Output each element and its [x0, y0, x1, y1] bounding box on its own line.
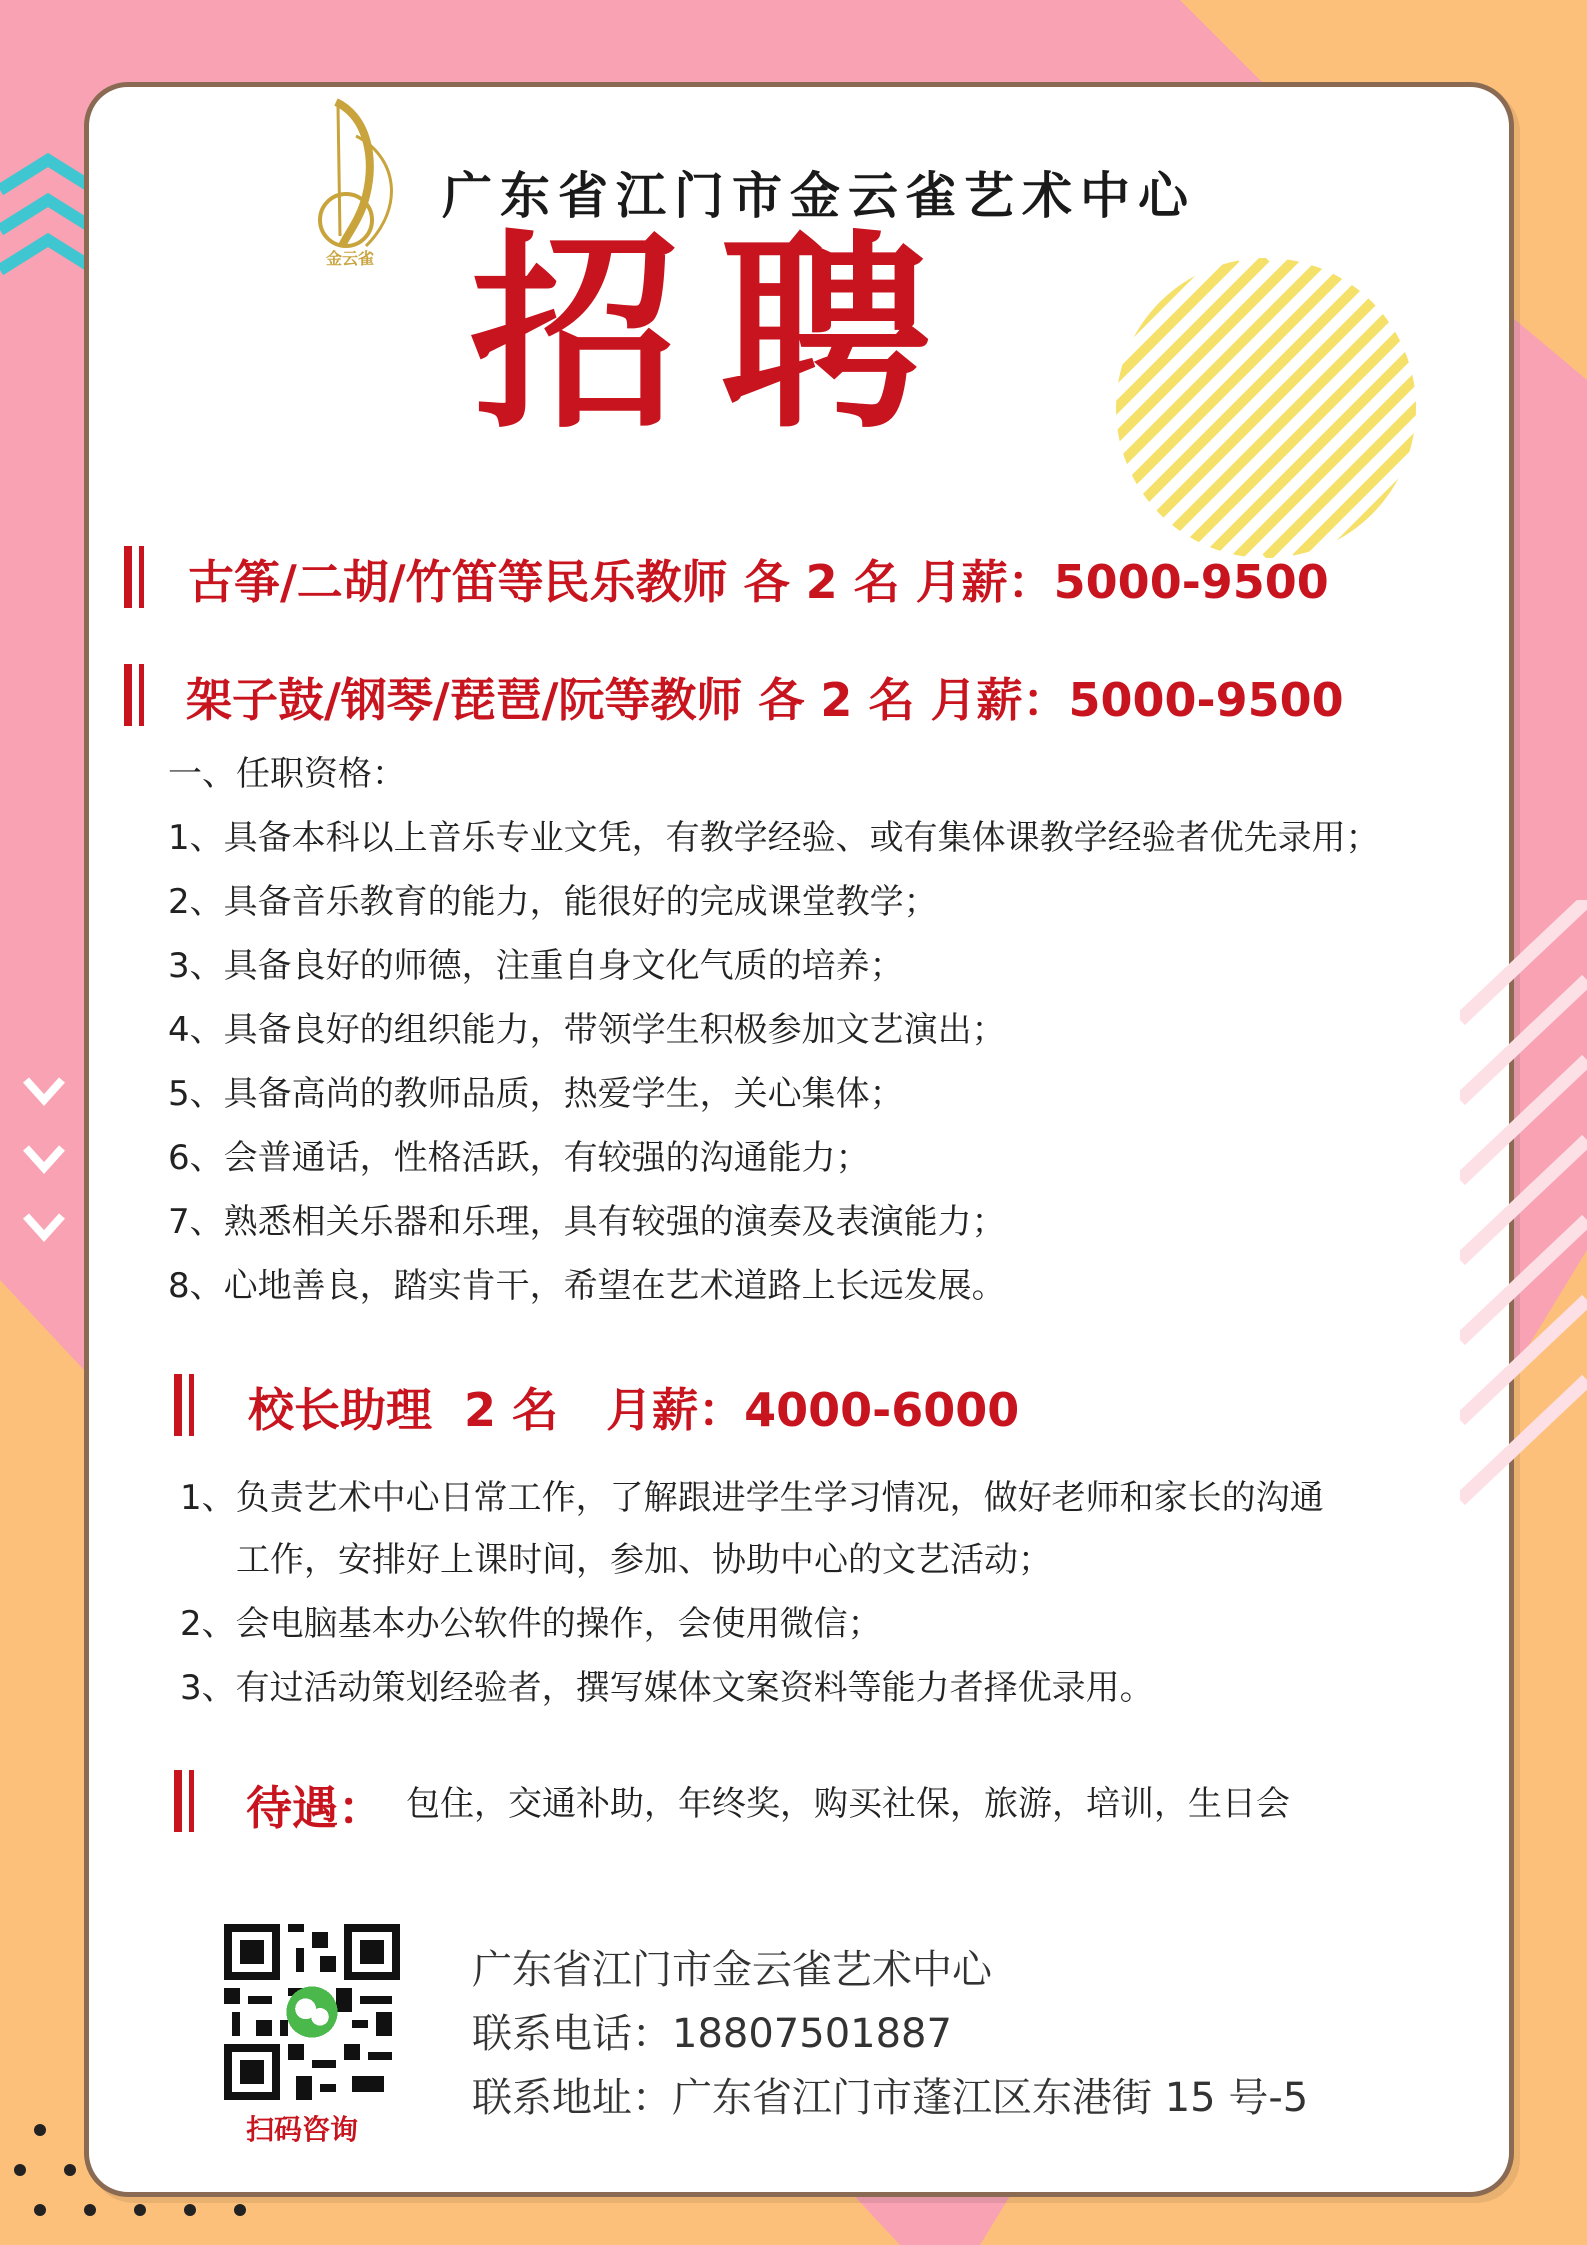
benefits-text: 包住，交通补助，年终奖，购买社保，旅游，培训，生日会 [406, 1784, 1290, 1824]
list-item: 1、具备本科以上音乐专业文凭，有教学经验、或有集体课教学经验者优先录用； [168, 818, 1380, 858]
list-item: 2、具备音乐教育的能力，能很好的完成课堂教学； [168, 882, 938, 922]
benefits-label: 待遇： [246, 1781, 384, 1835]
list-item: 4、具备良好的组织能力，带领学生积极参加文艺演出； [168, 1010, 1006, 1050]
list-item: 5、具备高尚的教师品质，热爱学生，关心集体； [168, 1074, 904, 1114]
striped-circle-decoration [1116, 258, 1416, 558]
list-item: 2、会电脑基本办公软件的操作，会使用微信； [180, 1604, 882, 1644]
contact-name: 广东省江门市金云雀艺术中心 [472, 1947, 992, 1993]
logo-text: 金云雀 [326, 249, 375, 268]
org-title: 广东省江门市金云雀艺术中心 [442, 167, 1196, 225]
position-heading-1: 古筝/二胡/竹笛等民乐教师 各 2 名 月薪：5000-9500 [188, 555, 1329, 609]
heading-bar [174, 1770, 194, 1832]
assistant-heading: 校长助理 2 名 月薪：4000-6000 [248, 1383, 1020, 1437]
page-title: 招聘 [470, 212, 971, 457]
position-heading-2: 架子鼓/钢琴/琵琶/阮等教师 各 2 名 月薪：5000-9500 [186, 673, 1344, 727]
heading-bar [124, 664, 144, 726]
requirements-heading: 一、任职资格： [168, 754, 406, 794]
heading-bar [124, 546, 144, 608]
contact-phone: 联系电话：18807501887 [472, 2011, 952, 2057]
stripe-decoration [1460, 900, 1587, 1600]
list-item: 7、熟悉相关乐器和乐理，具有较强的演奏及表演能力； [168, 1202, 1006, 1242]
list-item: 6、会普通话，性格活跃，有较强的沟通能力； [168, 1138, 870, 1178]
list-item-continued: 工作，安排好上课时间，参加、协助中心的文艺活动； [236, 1540, 1052, 1580]
list-item: 3、具备良好的师德，注重自身文化气质的培养； [168, 946, 904, 986]
list-item: 3、有过活动策划经验者，撰写媒体文案资料等能力者择优录用。 [180, 1668, 1154, 1708]
harp-logo [306, 96, 426, 272]
list-item: 1、负责艺术中心日常工作，了解跟进学生学习情况，做好老师和家长的沟通 [180, 1478, 1324, 1518]
list-item: 8、心地善良，踏实肯干，希望在艺术道路上长远发展。 [168, 1266, 1006, 1306]
qr-label: 扫码咨询 [246, 2113, 359, 2146]
qr-code[interactable] [224, 1924, 400, 2100]
contact-address: 联系地址：广东省江门市蓬江区东港街 15 号-5 [472, 2075, 1309, 2121]
heading-bar [174, 1374, 194, 1436]
